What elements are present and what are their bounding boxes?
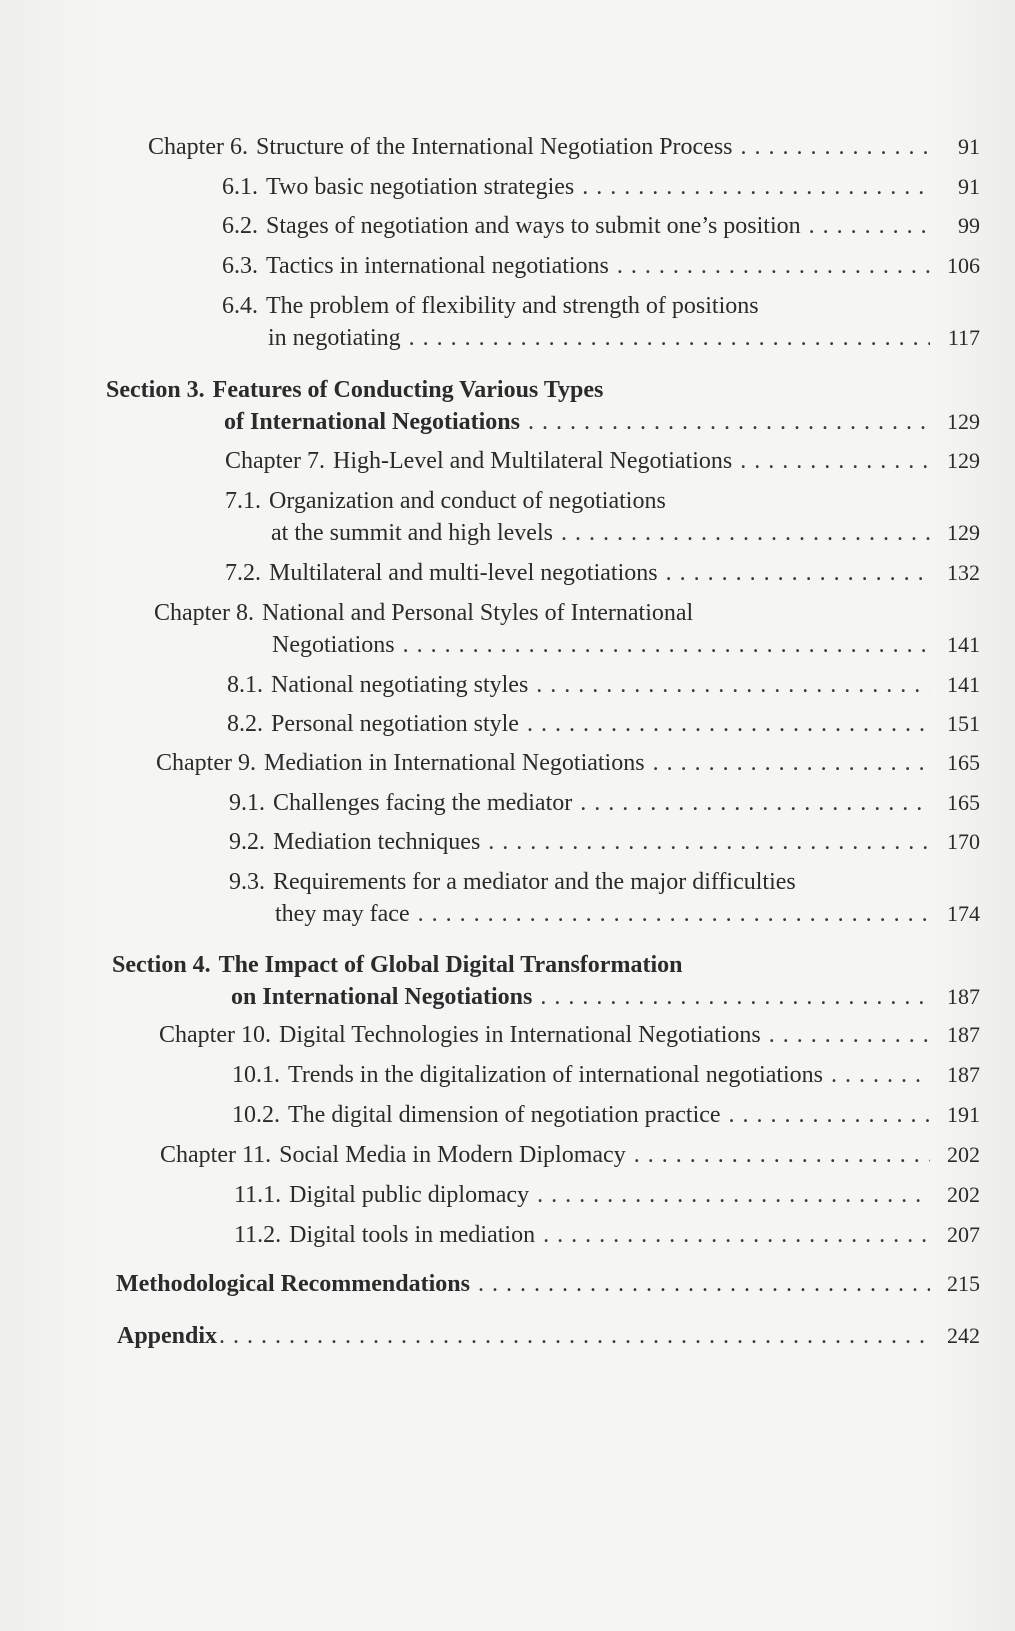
toc-entry-section-4-continued <box>231 980 980 1014</box>
leader-dots <box>561 516 930 550</box>
entry-title-line-2: Negotiations <box>272 632 395 658</box>
entry-label: 10.2. <box>232 1102 280 1128</box>
entry-label: 6.2. <box>222 213 258 239</box>
entry-label: 10.1. <box>232 1062 280 1088</box>
page-number: 215 <box>947 1271 980 1296</box>
toc-entry-6-4 <box>222 289 980 323</box>
leader-dots <box>740 444 930 478</box>
page-number: 242 <box>947 1323 980 1348</box>
entry-title: Personal negotiation style <box>271 711 519 737</box>
entry-label: 6.1. <box>222 174 258 200</box>
page-number: 141 <box>947 632 980 657</box>
page-number: 187 <box>947 984 980 1009</box>
toc-entry-6-3 <box>222 249 980 283</box>
leader-dots <box>537 1178 930 1212</box>
entry-title: Appendix <box>117 1323 218 1349</box>
entry-title-line-2: they may face <box>275 901 410 927</box>
leader-dots <box>478 1267 930 1301</box>
toc-entry-chapter-7 <box>225 444 980 478</box>
entry-label: 7.2. <box>225 560 261 586</box>
leader-dots <box>488 825 930 859</box>
entry-title: The digital dimension of negotiation practice <box>288 1102 721 1128</box>
entry-title: Digital Technologies in International Negotiations <box>278 1022 761 1048</box>
toc-entry-9-3 <box>229 865 980 899</box>
toc-entry-6-4-continued <box>268 321 980 355</box>
toc-entry-section-3-continued <box>224 405 980 439</box>
toc-entry-11-2 <box>234 1218 980 1252</box>
entry-title: Challenges facing the mediator <box>273 790 573 816</box>
entry-title: Digital tools in mediation <box>289 1222 536 1248</box>
toc-entry-chapter-11 <box>160 1138 980 1172</box>
entry-title-line-1: Requirements for a mediator and the major difficulties <box>273 869 796 895</box>
toc-entry-7-1-continued <box>271 516 980 550</box>
entry-title-line-2: at the summit and high levels <box>271 520 553 546</box>
entry-title: Mediation techniques <box>273 829 481 855</box>
entry-label: Chapter 11. <box>160 1142 272 1168</box>
page-number: 106 <box>947 253 980 278</box>
section-label: Section 4. <box>112 952 211 978</box>
toc-entry-9-2 <box>229 825 980 859</box>
entry-title: Trends in the digitalization of international negotiations <box>288 1062 824 1088</box>
leader-dots <box>666 556 930 590</box>
entry-label: 9.2. <box>229 829 265 855</box>
page-number: 174 <box>947 901 980 926</box>
toc-entry-chapter-8-continued <box>272 628 980 662</box>
leader-dots <box>527 707 930 741</box>
page-number: 165 <box>947 790 980 815</box>
entry-label: Chapter 8. <box>154 600 254 626</box>
entry-title: High-Level and Multilateral Negotiations <box>332 448 733 474</box>
page-number: 151 <box>947 711 980 736</box>
entry-label: 9.1. <box>229 790 265 816</box>
page-number: 207 <box>947 1222 980 1247</box>
entry-label: Chapter 7. <box>225 448 325 474</box>
section-title-line-2: of International Negotiations <box>224 409 520 435</box>
entry-title: Digital public diplomacy <box>289 1182 530 1208</box>
page-number: 191 <box>947 1102 980 1127</box>
page-number: 202 <box>947 1142 980 1167</box>
entry-title-line-2: in negotiating <box>268 325 401 351</box>
section-title-line-1: The Impact of Global Digital Transformation <box>218 952 683 978</box>
entry-title: Mediation in International Negotiations <box>263 750 645 776</box>
leader-dots <box>528 405 930 439</box>
entry-title-line-1: National and Personal Styles of International <box>261 600 694 626</box>
leader-dots <box>418 897 930 931</box>
entry-label: 8.2. <box>227 711 263 737</box>
entry-label: Chapter 10. <box>159 1022 271 1048</box>
entry-title: Stages of negotiation and ways to submit one’s position <box>266 213 801 239</box>
toc-entry-7-1 <box>225 484 980 518</box>
page-number: 99 <box>958 213 980 238</box>
toc-entry-chapter-9 <box>156 746 980 780</box>
leader-dots <box>741 130 930 164</box>
page-number: 187 <box>947 1022 980 1047</box>
entry-label: 9.3. <box>229 869 265 895</box>
entry-label: 11.1. <box>234 1182 282 1208</box>
toc-entry-appendix <box>117 1319 980 1353</box>
leader-dots <box>219 1319 930 1353</box>
page-number: 129 <box>947 520 980 545</box>
entry-label: 11.2. <box>234 1222 282 1248</box>
leader-dots <box>729 1098 930 1132</box>
leader-dots <box>831 1058 930 1092</box>
page-number: 170 <box>947 829 980 854</box>
leader-dots <box>540 980 930 1014</box>
entry-label: 8.1. <box>227 672 263 698</box>
leader-dots <box>536 668 930 702</box>
page-number: 117 <box>947 325 980 350</box>
leader-dots <box>809 209 930 243</box>
leader-dots <box>617 249 930 283</box>
section-title-line-2: on International Negotiations <box>231 984 533 1010</box>
entry-title: Structure of the International Negotiation Process <box>255 134 733 160</box>
toc-entry-7-2 <box>225 556 980 590</box>
toc-entry-10-1 <box>232 1058 980 1092</box>
toc-entry-chapter-8 <box>154 596 980 630</box>
entry-title-line-1: Organization and conduct of negotiations <box>269 488 666 514</box>
entry-label: 7.1. <box>225 488 261 514</box>
leader-dots <box>582 170 930 204</box>
entry-title: National negotiating styles <box>271 672 529 698</box>
entry-title: Tactics in international negotiations <box>266 253 609 279</box>
entry-title: Social Media in Modern Diplomacy <box>279 1142 626 1168</box>
page-number: 129 <box>947 448 980 473</box>
leader-dots <box>403 628 930 662</box>
page-number: 91 <box>958 174 980 199</box>
toc-entry-chapter-6 <box>148 130 980 164</box>
entry-title: Multilateral and multi-level negotiations <box>269 560 658 586</box>
toc-entry-8-2 <box>227 707 980 741</box>
toc-entry-section-4 <box>112 948 980 982</box>
toc-entry-section-3 <box>106 373 980 407</box>
toc-entry-9-1 <box>229 786 980 820</box>
entry-label: Chapter 9. <box>156 750 256 776</box>
page-number: 202 <box>947 1182 980 1207</box>
entry-label: 6.3. <box>222 253 258 279</box>
toc-entry-11-1 <box>234 1178 980 1212</box>
toc-entry-6-1 <box>222 170 980 204</box>
toc-entry-6-2 <box>222 209 980 243</box>
toc-entry-8-1 <box>227 668 980 702</box>
entry-label: Chapter 6. <box>148 134 248 160</box>
page-number: 165 <box>947 750 980 775</box>
leader-dots <box>580 786 930 820</box>
page-number: 132 <box>947 560 980 585</box>
entry-label: 6.4. <box>222 293 258 319</box>
section-title-line-1: Features of Conducting Various Types <box>212 377 604 403</box>
page-number: 91 <box>958 134 980 159</box>
leader-dots <box>543 1218 930 1252</box>
leader-dots <box>634 1138 930 1172</box>
leader-dots <box>653 746 930 780</box>
toc-entry-9-3-continued <box>275 897 980 931</box>
leader-dots <box>409 321 930 355</box>
page-number: 187 <box>947 1062 980 1087</box>
toc-entry-methodological-recommendations <box>116 1267 980 1301</box>
leader-dots <box>769 1018 930 1052</box>
toc-entry-10-2 <box>232 1098 980 1132</box>
page-number: 129 <box>947 409 980 434</box>
entry-title-line-1: The problem of flexibility and strength of positions <box>266 293 759 319</box>
toc-entry-chapter-10 <box>159 1018 980 1052</box>
entry-title: Two basic negotiation strategies <box>266 174 575 200</box>
section-label: Section 3. <box>106 377 205 403</box>
page-number: 141 <box>947 672 980 697</box>
entry-title: Methodological Recommendations <box>116 1271 470 1297</box>
